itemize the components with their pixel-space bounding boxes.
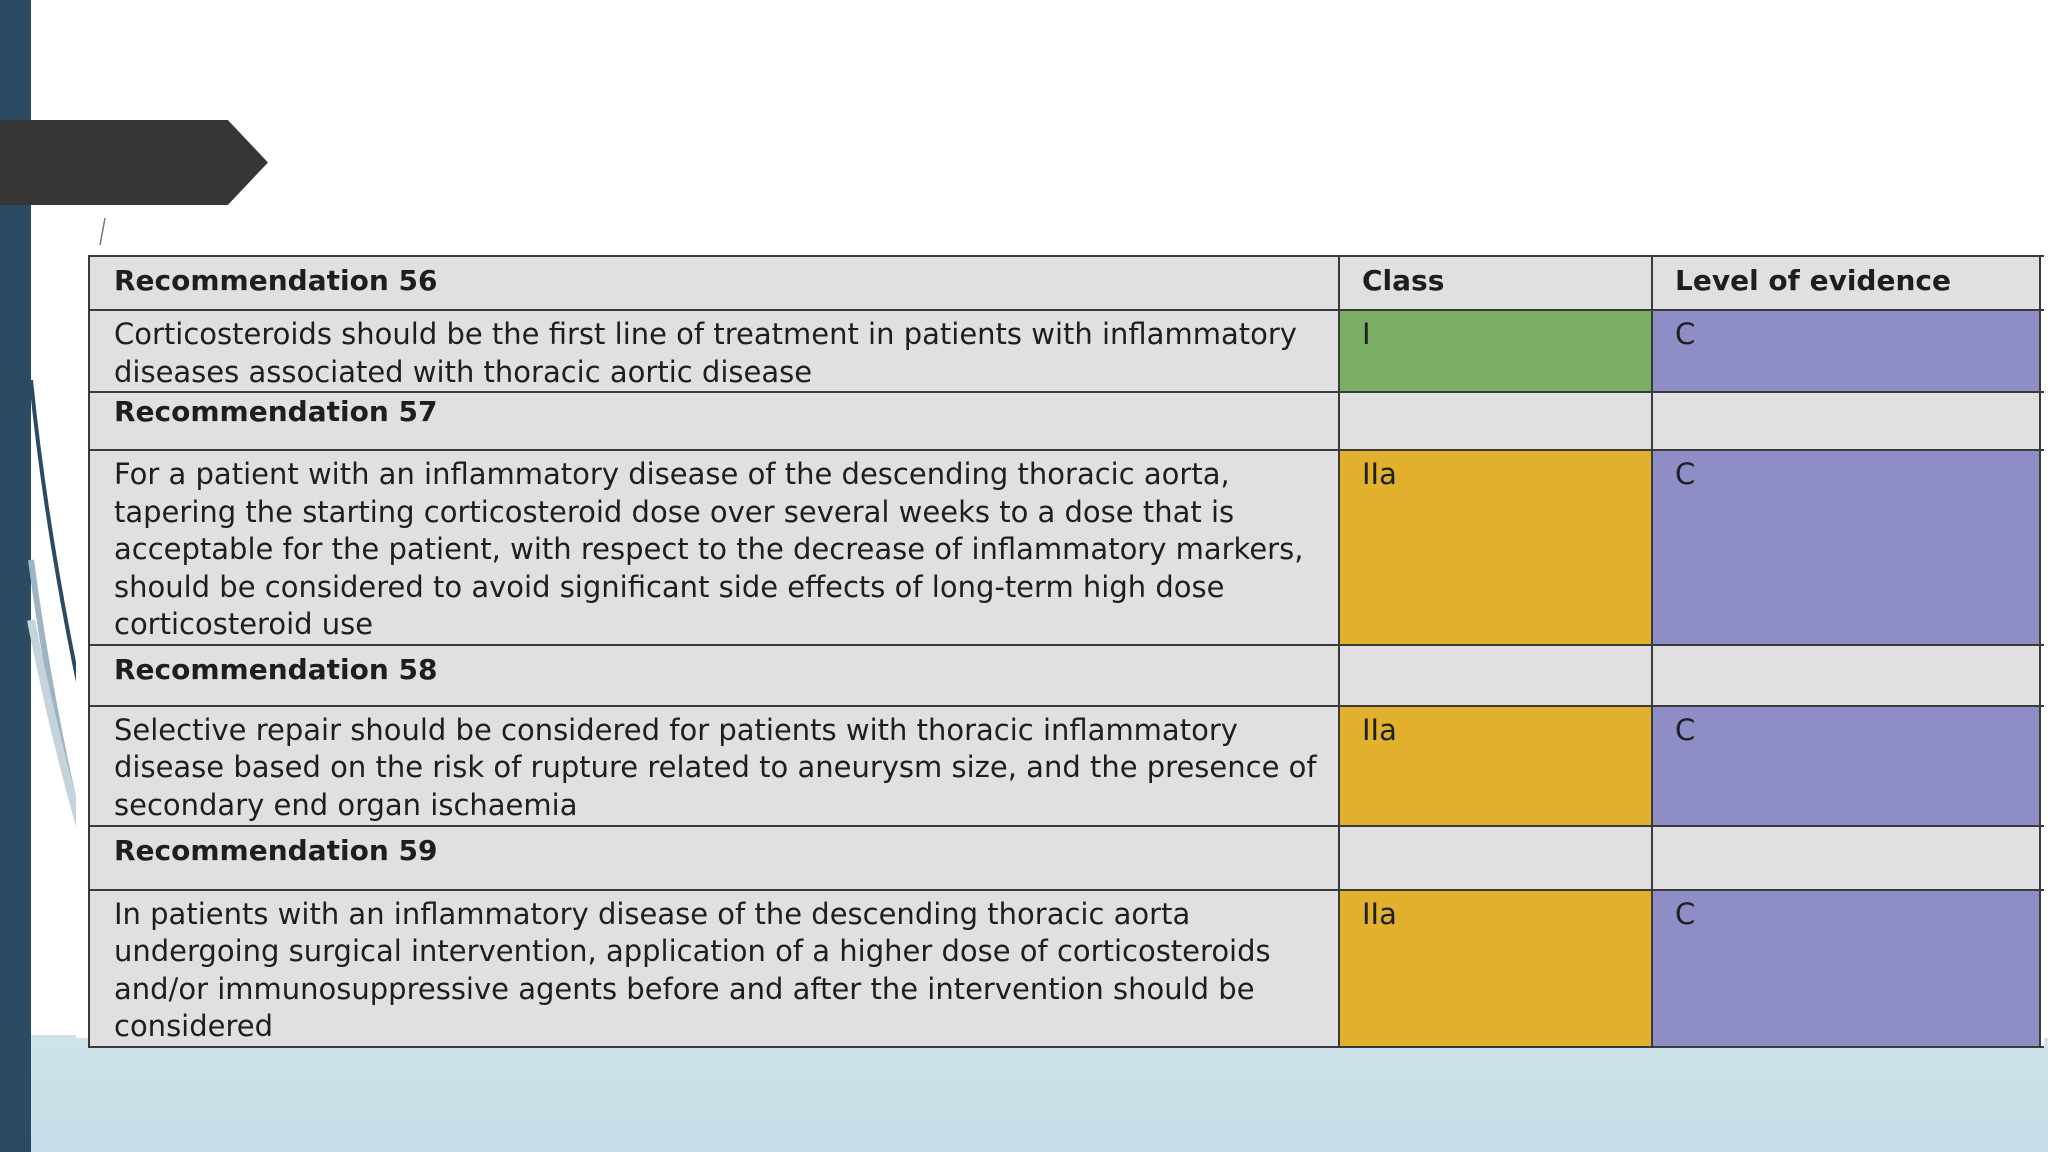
table-edge	[2040, 392, 2044, 450]
table-edge	[2040, 256, 2044, 310]
level-cell-empty	[1652, 826, 2040, 890]
class-cell-empty	[1339, 645, 1652, 706]
header-recommendation-56: Recommendation 56	[89, 256, 1339, 310]
table-header-row	[89, 256, 2044, 310]
recommendation-heading: Recommendation 59	[89, 826, 1339, 890]
recommendation-heading: Recommendation 58	[89, 645, 1339, 706]
table-row	[89, 645, 2044, 706]
level-cell: C	[1652, 450, 2040, 645]
level-cell-empty	[1652, 645, 2040, 706]
class-cell: IIa	[1339, 890, 1652, 1047]
recommendation-text: Selective repair should be considered for patients with thoracic inflammatory disease based on the risk of rupture related to aneurysm size, and the presence of secondary end organ ischaemia	[89, 706, 1339, 826]
table-edge	[2040, 890, 2044, 1047]
recommendation-text: For a patient with an inflammatory disease of the descending thoracic aorta, tapering the starting corticosteroid dose over several weeks to a dose that is acceptable for the patient, with respect to the decrease of inflammatory markers, should be considered to avoid significant side effects of long-term high dose corticosteroid use	[89, 450, 1339, 645]
recommendation-text: Corticosteroids should be the first line of treatment in patients with inflammatory diseases associated with thoracic aortic disease	[89, 310, 1339, 392]
table-edge	[2040, 310, 2044, 392]
table-row	[89, 450, 2044, 645]
recommendation-text: In patients with an inflammatory disease of the descending thoracic aorta undergoing surgical intervention, application of a higher dose of corticosteroids and/or immunosuppressive agents before and after the intervention should be considered	[89, 890, 1339, 1047]
class-cell: IIa	[1339, 706, 1652, 826]
table-edge	[2040, 450, 2044, 645]
class-cell: IIa	[1339, 450, 1652, 645]
recommendations-table	[88, 255, 2044, 1048]
table-row	[89, 392, 2044, 450]
title-arrow-shape	[0, 120, 268, 205]
header-level-of-evidence: Level of evidence	[1652, 256, 2040, 310]
level-cell: C	[1652, 706, 2040, 826]
table-row	[89, 890, 2044, 1047]
class-cell: I	[1339, 310, 1652, 392]
table-row	[89, 826, 2044, 890]
header-class: Class	[1339, 256, 1652, 310]
table-edge	[2040, 826, 2044, 890]
bottom-band	[31, 1035, 2048, 1152]
class-cell-empty	[1339, 826, 1652, 890]
table-row	[89, 310, 2044, 392]
level-cell: C	[1652, 890, 2040, 1047]
table-edge	[2040, 645, 2044, 706]
level-cell: C	[1652, 310, 2040, 392]
level-cell-empty	[1652, 392, 2040, 450]
class-cell-empty	[1339, 392, 1652, 450]
table-row	[89, 706, 2044, 826]
recommendation-heading: Recommendation 57	[89, 392, 1339, 450]
table-edge	[2040, 706, 2044, 826]
